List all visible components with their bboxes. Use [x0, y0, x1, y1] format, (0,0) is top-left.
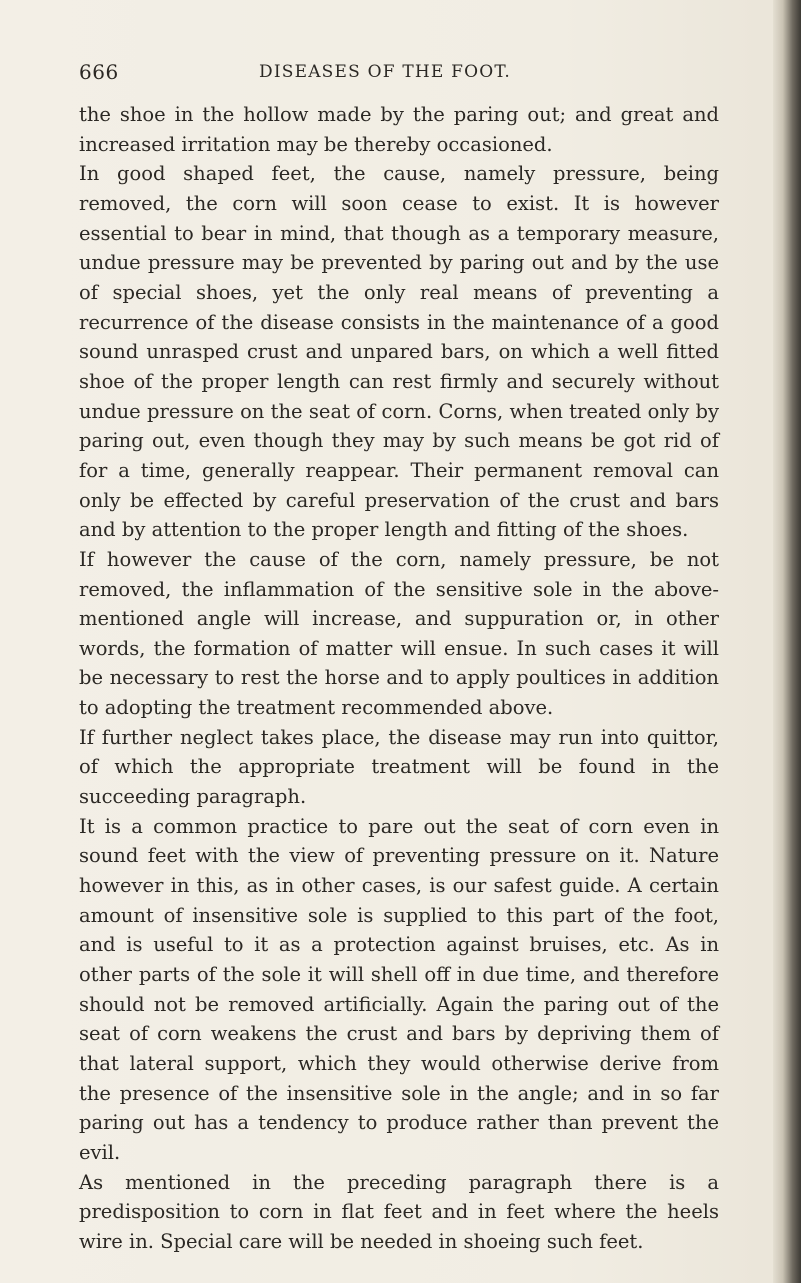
paragraph: As mentioned in the preceding paragraph there is a predisposition to corn in flat feet and in feet where the heels wire in. Special care will be needed in shoeing such feet.: [79, 1170, 719, 1253]
body-text: [79, 100, 719, 1257]
running-title: DISEASES OF THE FOOT.: [259, 62, 512, 82]
paragraph: It is a common practice to pare out the seat of corn even in sound feet with the view of preventing pressure on it. Nature however in this, as in other cases, is our safest guide. A certain amount of insensitive sole is supplied to this part of the foot, and is useful to it as a protection against bruises, etc. As in other parts of the sole it will shell off in due time, and therefore should not be removed artificially. Again the paring out of the seat of corn weakens the crust and bars by depriving them of that lateral support, which they would otherwise derive from the presence of the insensitive sole in the angle; and in so far paring out has a tendency to produce rather than prevent the evil.: [79, 814, 719, 1164]
paragraph: In good shaped feet, the cause, namely pressure, being removed, the corn will soon cease to exist. It is however essential to bear in mind, that though as a temporary measure, undue pressure may be prevented by paring out and by the use of special shoes, yet the only real means of preventing a recurrence of the disease consists in the maintenance of a good sound unrasped crust and unpared bars, on which a well fitted shoe of the proper length can rest firmly and securely without undue pressure on the seat of corn. Corns, when treated only by paring out, even though they may by such means be got rid of for a time, generally reappear. Their permanent removal can only be effected by careful preservation of the crust and bars and by attention to the proper length and fitting of the shoes.: [79, 162, 719, 542]
page-number: 666: [79, 60, 119, 84]
page-edge-shadow: [773, 0, 801, 1283]
page-header: [79, 60, 719, 90]
paragraph: If however the cause of the corn, namely pressure, be not removed, the inflammation of the sensitive sole in the above-mentioned angle will increase, and suppuration or, in other words, the formation of matter will ensue. In such cases it will be necessary to rest the horse and to apply poultices in addition to adopting the treatment recommended above.: [79, 547, 719, 720]
paragraph: If further neglect takes place, the disease may run into quittor, of which the appropriate treatment will be found in the succeeding paragraph.: [79, 725, 719, 809]
paragraph: the shoe in the hollow made by the paring out; and great and increased irritation may be thereby occasioned.: [79, 103, 719, 156]
